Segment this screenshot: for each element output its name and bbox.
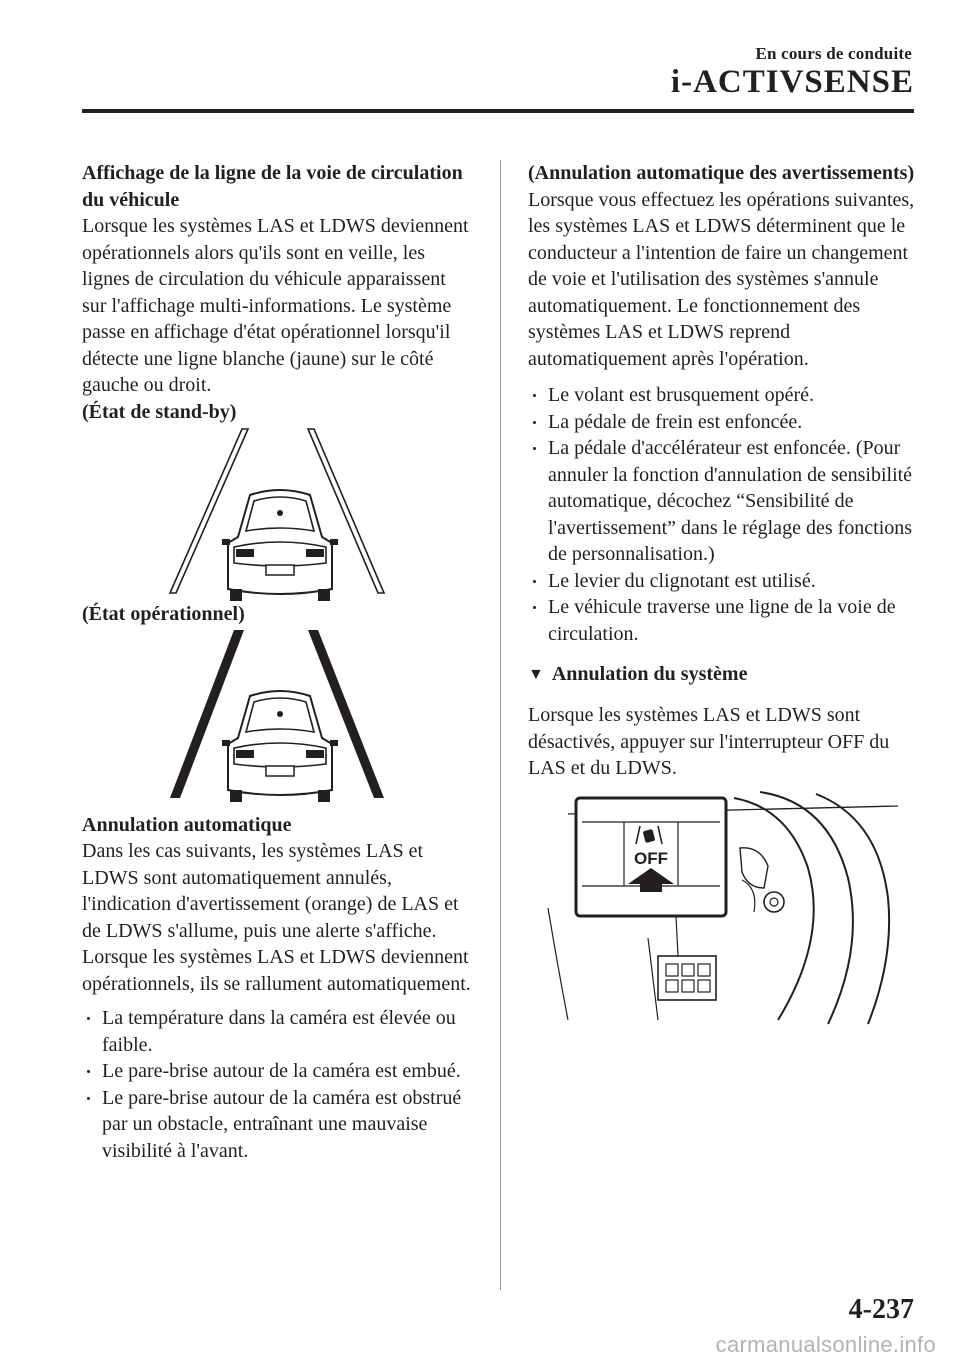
column-divider — [500, 160, 501, 1290]
lane-display-paragraph: Lorsque les systèmes LAS et LDWS deviennent opérationnels alors qu'ils sont en veille, les lignes de circulation du véhicule apparaissent sur l'affichage multi-informations. Le système passe en affichage d'état opérationnel lorsqu'il détecte une ligne blanche (jaune) sur le côté gauche ou droit. — [82, 215, 469, 396]
list-item: La température dans la caméra est élevée ou faible. — [82, 1005, 474, 1058]
auto-cancel-paragraph: Dans les cas suivants, les systèmes LAS et LDWS sont automatiquement annulés, l'indication d'avertissement (orange) de LAS et de LDWS s'allume, puis une alerte s'affiche. Lorsque les systèmes LAS et LDWS deviennent opérationnels, ils se rallument automatiquement. — [82, 840, 471, 995]
warning-cancel-list — [528, 382, 920, 647]
car-rear-icon — [222, 490, 338, 601]
auto-cancel-list — [82, 1005, 474, 1164]
list-item: Le pare-brise autour de la caméra est embué. — [82, 1058, 474, 1085]
list-item: La pédale de frein est enfoncée. — [528, 409, 920, 436]
system-cancel-heading — [528, 663, 920, 686]
standby-lane-illustration — [82, 425, 474, 601]
list-item: Le véhicule traverse une ligne de la voie de circulation. — [528, 594, 920, 647]
auto-cancel-heading: Annulation automatique — [82, 813, 292, 836]
list-item: Le volant est brusquement opéré. — [528, 382, 920, 409]
triangle-down-icon: ▼ — [528, 665, 544, 683]
standby-label: (État de stand-by) — [82, 400, 237, 423]
list-item: La pédale d'accélérateur est enfoncée. (Pour annuler la fonction d'annulation de sensibilité automatique, décochez “Sensibilité de l'avertissement” dans le réglage des fonctions de personnalisation.) — [528, 435, 920, 568]
off-switch-label: OFF — [634, 848, 668, 868]
system-cancel-paragraph: Lorsque les systèmes LAS et LDWS sont désactivés, appuyer sur l'interrupteur OFF du LAS et du LDWS. — [528, 704, 890, 779]
lane-display-heading: Affichage de la ligne de la voie de circulation du véhicule — [82, 162, 463, 211]
header-rule — [82, 109, 914, 113]
list-item: Le levier du clignotant est utilisé. — [528, 568, 920, 595]
warning-cancel-heading: (Annulation automatique des avertissements) — [528, 162, 915, 184]
list-item: Le pare-brise autour de la caméra est obstrué par un obstacle, entraînant une mauvaise visibilité à l'avant. — [82, 1085, 474, 1165]
off-switch-illustration — [528, 788, 920, 1038]
right-column — [528, 160, 920, 1038]
chapter-subtitle: En cours de conduite — [755, 44, 912, 63]
warning-cancel-paragraph: Lorsque vous effectuez les opérations suivantes, les systèmes LAS et LDWS déterminent que le conducteur a l'intention de faire un changement de voie et l'utilisation des systèmes s'annule automatiquement. Le fonctionnement des systèmes LAS et LDWS reprend automatiquement après l'opération. — [528, 188, 915, 370]
car-rear-icon — [222, 691, 338, 802]
system-cancel-title: Annulation du système — [551, 663, 748, 685]
chapter-title: i-ACTIVSENSE — [670, 64, 914, 100]
page-number: 4-237 — [848, 1294, 914, 1325]
operational-lane-illustration — [82, 628, 474, 804]
left-column — [82, 160, 474, 1164]
watermark: carmanualsonline.info — [715, 1332, 936, 1357]
operational-label: (État opérationnel) — [82, 603, 245, 625]
